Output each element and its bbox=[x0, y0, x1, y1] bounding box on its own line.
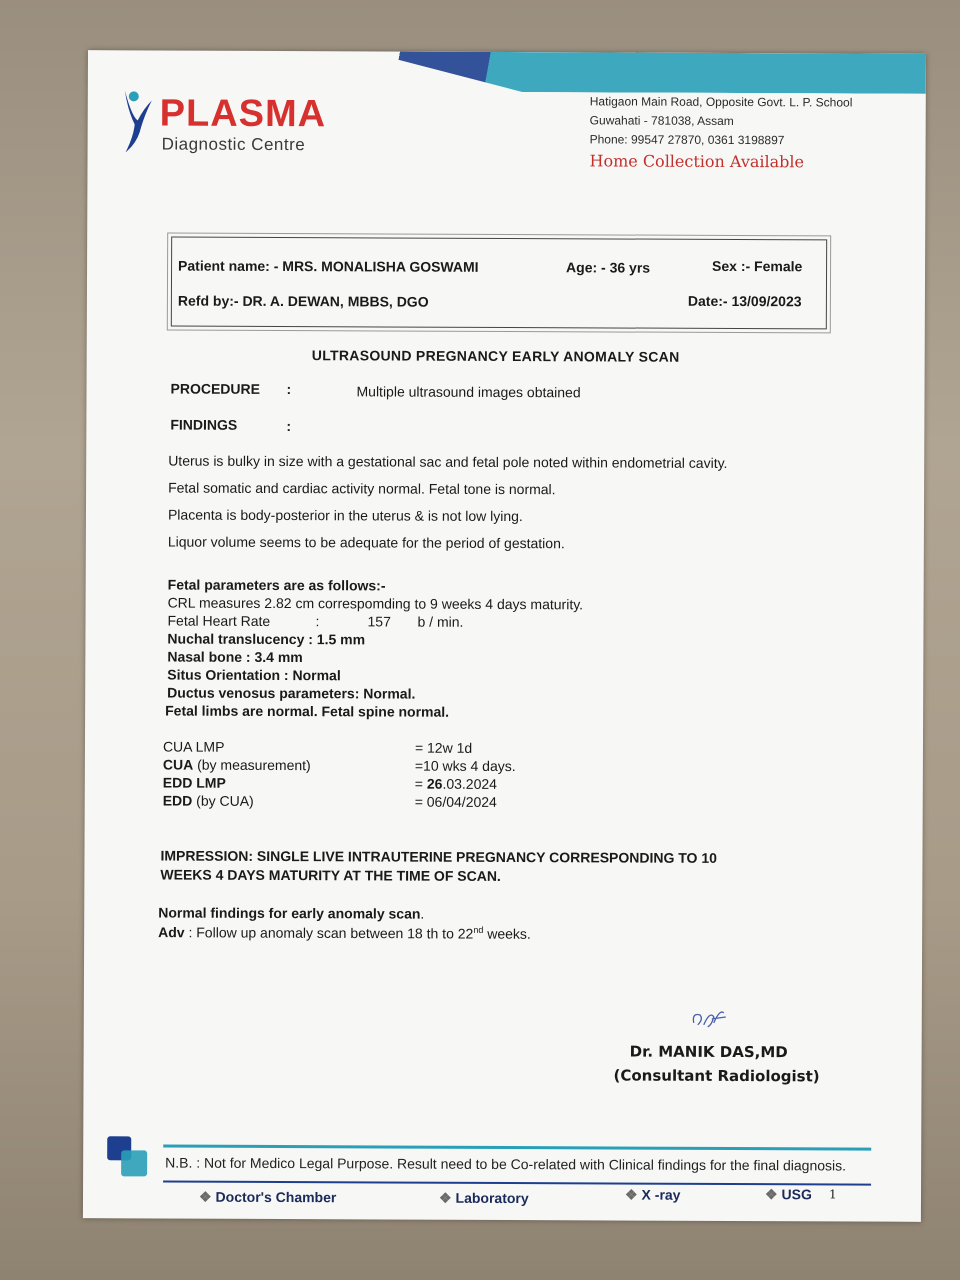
impression-line-1: IMPRESSION: SINGLE LIVE INTRAUTERINE PREGNANCY CORRESPONDING TO 10 bbox=[160, 847, 717, 866]
address-line-2: Guwahati - 781038, Assam bbox=[589, 113, 734, 128]
header-color-band bbox=[366, 51, 926, 93]
report-date: Date:- 13/09/2023 bbox=[687, 292, 802, 310]
dept-label: USG bbox=[781, 1186, 812, 1203]
home-collection: Home Collection Available bbox=[589, 151, 805, 172]
brand-name: PLASMA bbox=[159, 92, 327, 136]
report-paper bbox=[83, 50, 926, 1222]
doctor-role: (Consultant Radiologist) bbox=[613, 1066, 820, 1086]
fetal-limbs: Fetal limbs are normal. Fetal spine normal. bbox=[165, 702, 450, 720]
edd-bold: EDD bbox=[162, 792, 193, 809]
procedure-colon: : bbox=[286, 381, 292, 398]
diamond-bullet-icon: ❖ bbox=[764, 1186, 778, 1203]
edd-cua-rest: (by CUA) bbox=[192, 792, 254, 809]
footer-band-bottom bbox=[163, 1181, 871, 1186]
procedure-label: PROCEDURE bbox=[170, 380, 261, 397]
diamond-bullet-icon: ❖ bbox=[438, 1189, 452, 1206]
patient-sex: Sex :- Female bbox=[712, 257, 803, 275]
fhr-unit: b / min. bbox=[417, 613, 464, 630]
doctor-name: Dr. MANIK DAS,MD bbox=[629, 1042, 788, 1062]
report-title: ULTRASOUND PREGNANCY EARLY ANOMALY SCAN bbox=[311, 347, 680, 365]
footer-note: N.B. : Not for Medico Legal Purpose. Result need to be Co-related with Clinical findings for the final diagnosis. bbox=[165, 1154, 847, 1174]
cua-bold: CUA bbox=[162, 756, 194, 773]
fhr-label: Fetal Heart Rate bbox=[167, 612, 271, 629]
nuchal-translucency: Nuchal translucency : 1.5 mm bbox=[167, 630, 366, 648]
crl-line: CRL measures 2.82 cm correspomding to 9 weeks 4 days maturity. bbox=[167, 594, 584, 613]
procedure-value: Multiple ultrasound images obtained bbox=[356, 383, 581, 401]
footer-squares-logo bbox=[107, 1136, 151, 1180]
adv-text: : Follow up anomaly scan between 18 th to 22 bbox=[184, 924, 474, 942]
address-block bbox=[589, 92, 852, 171]
fhr-colon: : bbox=[315, 613, 320, 630]
diamond-bullet-icon: ❖ bbox=[624, 1186, 638, 1203]
address-line-1: Hatigaon Main Road, Opposite Govt. L. P. School bbox=[589, 94, 853, 110]
patient-info-box bbox=[171, 237, 827, 330]
brand-subtitle: Diagnostic Centre bbox=[161, 134, 306, 155]
cua-measurement-label bbox=[163, 757, 311, 774]
edd-cua-label bbox=[163, 793, 254, 809]
dept-label: X -ray bbox=[641, 1186, 681, 1203]
fhr-value: 157 bbox=[367, 613, 391, 630]
finding-4: Liquor volume seems to be adequate for the period of gestation. bbox=[167, 533, 565, 552]
advice-line bbox=[158, 923, 531, 941]
adv-sup: nd bbox=[473, 924, 484, 935]
dept-usg bbox=[765, 1186, 812, 1203]
patient-age: Age: - 36 yrs bbox=[566, 259, 651, 276]
dept-label: Laboratory bbox=[455, 1189, 529, 1207]
adv-label: Adv bbox=[158, 924, 185, 941]
plasma-logo bbox=[122, 86, 352, 157]
finding-1: Uterus is bulky in size with a gestational sac and fetal pole noted within endometrial cavity. bbox=[168, 452, 728, 471]
edd-cua-value: = 06/04/2024 bbox=[414, 793, 497, 810]
diamond-bullet-icon: ❖ bbox=[198, 1188, 212, 1205]
findings-colon: : bbox=[286, 418, 292, 435]
normal-findings-text: Normal findings for early anomaly scan bbox=[158, 904, 421, 922]
impression-line-2: WEEKS 4 DAYS MATURITY AT THE TIME OF SCAN. bbox=[160, 866, 501, 884]
dept-laboratory bbox=[439, 1190, 529, 1207]
cua-lmp-value: = 12w 1d bbox=[414, 739, 473, 756]
edd-lmp-rest: .03.2024 bbox=[442, 775, 497, 792]
dept-label: Doctor's Chamber bbox=[215, 1188, 337, 1206]
edd-lmp-day: 26 bbox=[426, 775, 443, 792]
signature-scribble-icon bbox=[690, 1005, 730, 1031]
referred-by: Refd by:- DR. A. DEWAN, MBBS, DGO bbox=[177, 292, 429, 310]
footer-band-top bbox=[163, 1145, 871, 1151]
dept-xray bbox=[625, 1187, 681, 1204]
cua-measurement-rest: (by measurement) bbox=[193, 756, 311, 774]
finding-2: Fetal somatic and cardiac activity normal. Fetal tone is normal. bbox=[168, 479, 556, 498]
cua-measurement-value: =10 wks 4 days. bbox=[414, 757, 516, 775]
nasal-bone: Nasal bone : 3.4 mm bbox=[167, 648, 303, 666]
phone-line: Phone: 99547 27870, 0361 3198897 bbox=[589, 132, 785, 148]
patient-name: Patient name: - MRS. MONALISHA GOSWAMI bbox=[178, 257, 479, 275]
person-logo-icon bbox=[122, 86, 156, 156]
ductus-venosus: Ductus venosus parameters: Normal. bbox=[167, 684, 416, 702]
edd-lmp-eq: = bbox=[414, 775, 427, 792]
finding-3: Placenta is body-posterior in the uterus & is not low lying. bbox=[167, 506, 523, 525]
params-heading: Fetal parameters are as follows:- bbox=[167, 576, 386, 594]
edd-lmp-value bbox=[415, 776, 497, 792]
dept-doctors-chamber bbox=[199, 1189, 336, 1207]
edd-lmp-label: EDD LMP bbox=[162, 774, 226, 791]
adv-end: weeks. bbox=[483, 925, 531, 942]
cua-lmp-label: CUA LMP bbox=[162, 738, 225, 755]
situs-orientation: Situs Orientation : Normal bbox=[167, 666, 341, 684]
findings-label: FINDINGS bbox=[170, 416, 238, 433]
normal-findings-dot: . bbox=[420, 905, 425, 922]
page-number: 1 bbox=[828, 1187, 837, 1202]
normal-findings bbox=[158, 904, 424, 921]
